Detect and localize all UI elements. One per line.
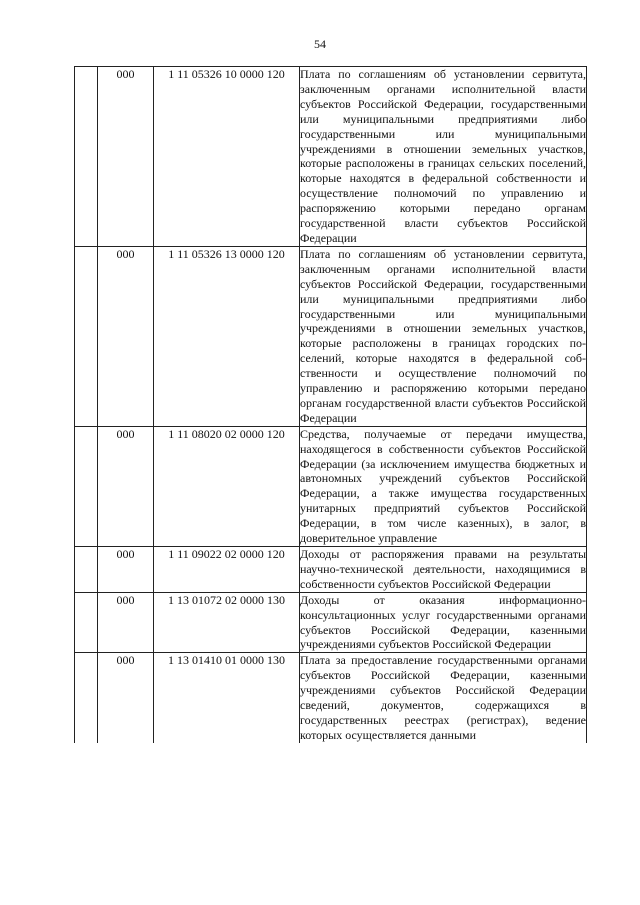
table-row bbox=[75, 67, 587, 247]
table-row bbox=[75, 653, 587, 743]
table-row bbox=[75, 246, 587, 426]
income-description: Плата за предоставление государственными органами субъектов Российской Федерации, казенными учреждениями субъектов Российской Федерации сведений, документов, содержащихся в государственных реестрах (регистрах), ведение которых осуществляется данными bbox=[300, 653, 586, 742]
budget-code: 1 11 08020 02 0000 120 bbox=[154, 426, 300, 546]
empty-cell bbox=[75, 67, 98, 247]
table-row bbox=[75, 547, 587, 593]
admin-code: 000 bbox=[98, 547, 154, 593]
income-description: Средства, получаемые от передачи имущества, находящегося в собственности субъектов Российской Федерации (за исключением имущества бюджетных и автономных учреждений субъектов Российской Федерации, а также имущества государственных унитарных предприятий субъектов Российской Федерации, в том числе казенных), в залог, в доверительное управление bbox=[300, 426, 586, 546]
empty-cell bbox=[75, 592, 98, 653]
admin-code: 000 bbox=[98, 592, 154, 653]
admin-code: 000 bbox=[98, 426, 154, 546]
budget-code: 1 13 01072 02 0000 130 bbox=[154, 592, 300, 653]
budget-code: 1 13 01410 01 0000 130 bbox=[154, 653, 300, 743]
empty-cell bbox=[75, 246, 98, 426]
budget-code: 1 11 09022 02 0000 120 bbox=[154, 547, 300, 593]
admin-code: 000 bbox=[98, 246, 154, 426]
income-description: Плата по соглашениям об установлении сервитута, заключенным органами исполнительной власти субъектов Российской Федерации, государственными или муниципальными предприятиями либо государственными или муниципальными учреждениями в отношении земельных участков, которые расположены в границах сельских поселений, которые находятся в федеральной собственности и осуществление полномочий по управлению и распоряжению которыми передано органам государственной власти субъектов Российской Федерации bbox=[300, 67, 586, 245]
empty-cell bbox=[75, 547, 98, 593]
empty-cell bbox=[75, 653, 98, 743]
income-description: Плата по соглашениям об установлении сервитута, заключенным органами исполнительной власти субъектов Российской Федерации, государственными или муниципальными предприятиями либо государственными или муниципальными учреждениями в отношении земельных участков, которые расположены в границах городских поселений, которые находятся в федеральной собственности и осуществление полномочий по управлению и распоряжению которыми передано органам государственной власти субъектов Российской Федерации bbox=[300, 246, 586, 425]
income-description: Доходы от оказания информационно-консультационных услуг государственными органами субъектов Российской Федерации, казенными учреждениями субъектов Российской Федерации bbox=[300, 592, 586, 652]
budget-codes-table bbox=[74, 66, 587, 743]
table-row bbox=[75, 426, 587, 546]
empty-cell bbox=[75, 426, 98, 546]
page-number: 54 bbox=[314, 37, 326, 51]
table-row bbox=[75, 592, 587, 653]
admin-code: 000 bbox=[98, 653, 154, 743]
income-description: Доходы от распоряжения правами на результаты научно-технической деятельности, находящимися в собственности субъектов Российской Федерации bbox=[300, 547, 586, 591]
budget-code: 1 11 05326 13 0000 120 bbox=[154, 246, 300, 426]
budget-code: 1 11 05326 10 0000 120 bbox=[154, 67, 300, 247]
admin-code: 000 bbox=[98, 67, 154, 247]
